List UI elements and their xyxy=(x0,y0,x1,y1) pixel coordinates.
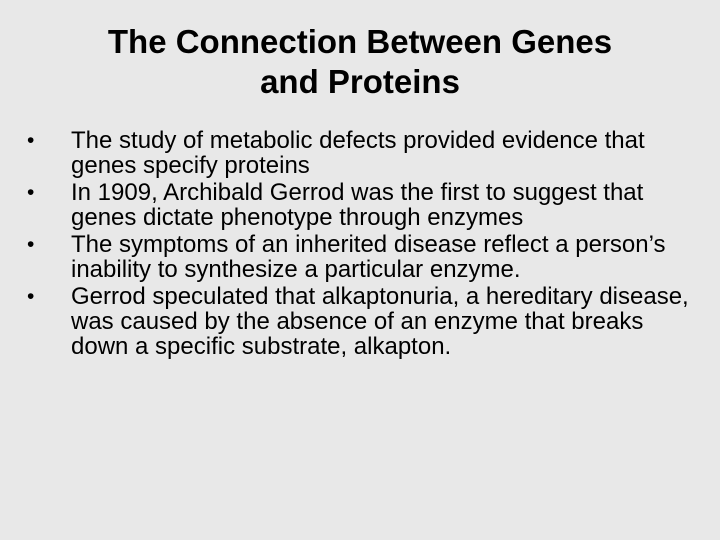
slide-title xyxy=(20,22,700,102)
bullet-text: Gerrod speculated that alkaptonuria, a hereditary disease, was caused by the absence of an enzyme that breaks down a specific substrate, alkapton. xyxy=(71,283,689,360)
bullet-item xyxy=(26,232,694,282)
title-line-1: The Connection Between Genes xyxy=(107,23,613,60)
bullet-text: The study of metabolic defects provided evidence that genes specify proteins xyxy=(71,127,645,179)
bullet-marker: • xyxy=(27,233,35,256)
bullet-item xyxy=(26,180,694,230)
bullet-marker: • xyxy=(27,285,35,308)
bullet-list xyxy=(26,128,694,361)
bullet-marker: • xyxy=(27,129,35,152)
bullet-text: The symptoms of an inherited disease reflect a person’s inability to synthesize a particular enzyme. xyxy=(71,231,666,283)
bullet-marker: • xyxy=(27,181,35,204)
bullet-item xyxy=(26,284,694,359)
bullet-text: In 1909, Archibald Gerrod was the first to suggest that genes dictate phenotype through enzymes xyxy=(71,179,644,231)
title-line-2: and Proteins xyxy=(260,63,460,100)
bullet-item xyxy=(26,128,694,178)
